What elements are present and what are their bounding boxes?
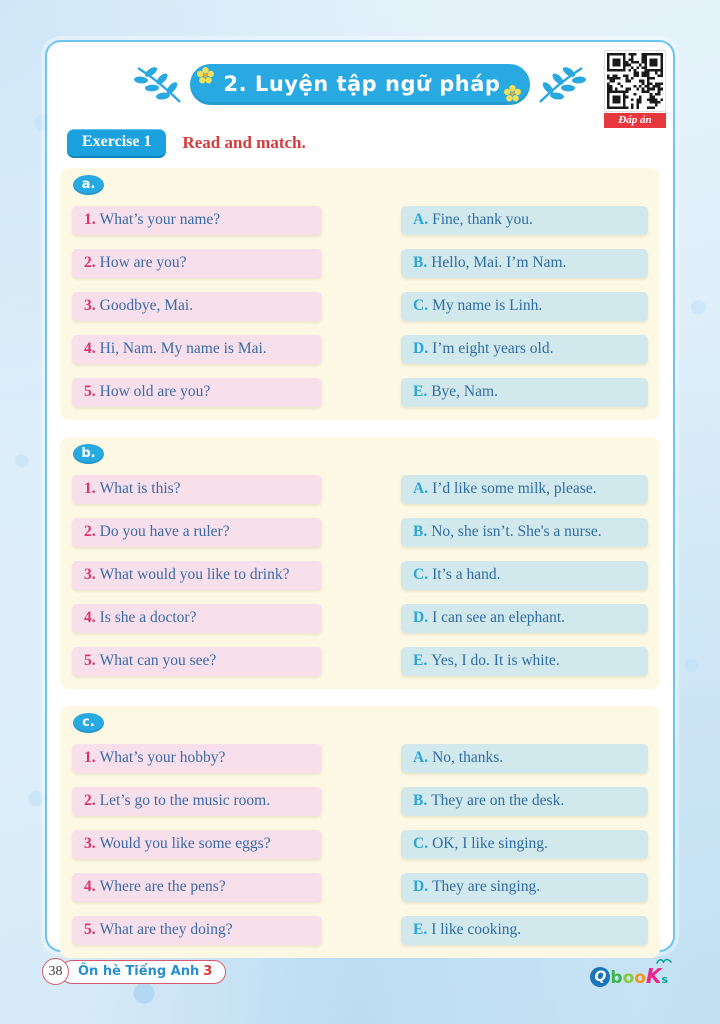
section-rows <box>70 206 650 407</box>
match-row <box>72 916 648 945</box>
question-text: What can you see? <box>99 652 217 669</box>
section-panel <box>60 706 660 958</box>
match-row <box>72 335 648 364</box>
question-text: Would you like some eggs? <box>99 835 271 852</box>
question-text: Do you have a ruler? <box>99 523 230 540</box>
qr-code-icon <box>604 50 666 112</box>
answer-item <box>401 647 648 676</box>
answer-letter: E. <box>413 652 428 669</box>
question-item <box>72 873 322 902</box>
answer-item <box>401 604 648 633</box>
question-text: What would you like to drink? <box>99 566 290 583</box>
question-item <box>72 475 322 504</box>
answer-text: Bye, Nam. <box>431 383 498 400</box>
question-item <box>72 206 322 235</box>
match-row <box>72 647 648 676</box>
question-item <box>72 249 322 278</box>
match-row <box>72 249 648 278</box>
section-rows <box>70 475 650 676</box>
answer-letter: D. <box>413 609 429 626</box>
question-text: Hi, Nam. My name is Mai. <box>99 340 267 357</box>
answer-item <box>401 249 648 278</box>
answer-letter: D. <box>413 340 429 357</box>
question-item <box>72 916 322 945</box>
match-row <box>72 292 648 321</box>
leaf-sprig-icon <box>536 61 586 107</box>
answer-text: They are on the desk. <box>431 792 565 809</box>
question-item <box>72 830 322 859</box>
answer-text: I’m eight years old. <box>432 340 554 357</box>
answer-text: No, thanks. <box>432 749 504 766</box>
answer-item <box>401 873 648 902</box>
question-item <box>72 378 322 407</box>
question-text: How are you? <box>99 254 187 271</box>
page-number: 38 <box>42 958 69 985</box>
question-item <box>72 744 322 773</box>
question-item <box>72 604 322 633</box>
question-number: 2. <box>84 523 96 540</box>
question-text: Where are the pens? <box>99 878 226 895</box>
answer-text: I like cooking. <box>431 921 522 938</box>
publisher-logo <box>590 964 668 988</box>
answer-item <box>401 475 648 504</box>
answer-item <box>401 744 648 773</box>
answer-text: Hello, Mai. I’m Nam. <box>431 254 567 271</box>
answer-text: My name is Linh. <box>432 297 543 314</box>
question-text: What are they doing? <box>99 921 233 938</box>
answer-item <box>401 206 648 235</box>
match-row <box>72 787 648 816</box>
answer-text: No, she isn’t. She's a nurse. <box>431 523 602 540</box>
question-number: 3. <box>84 566 96 583</box>
answer-letter: A. <box>413 480 429 497</box>
question-item <box>72 561 322 590</box>
answer-text: Fine, thank you. <box>432 211 533 228</box>
match-row <box>72 378 648 407</box>
answer-letter: C. <box>413 566 429 583</box>
question-text: Goodbye, Mai. <box>99 297 194 314</box>
question-text: Is she a doctor? <box>99 609 197 626</box>
question-number: 1. <box>84 749 96 766</box>
answer-item <box>401 292 648 321</box>
sections <box>60 168 660 958</box>
question-number: 3. <box>84 297 96 314</box>
section-panel <box>60 437 660 689</box>
answer-letter: A. <box>413 749 429 766</box>
question-text: Let’s go to the music room. <box>99 792 271 809</box>
answer-text: OK, I like singing. <box>432 835 548 852</box>
exercise-badge: Exercise 1 <box>67 129 166 156</box>
logo-letter: s <box>661 973 668 986</box>
match-row <box>72 475 648 504</box>
question-item <box>72 787 322 816</box>
answer-text: I can see an elephant. <box>432 609 566 626</box>
leaf-sprig-icon <box>134 61 184 107</box>
section-label: b. <box>73 444 104 464</box>
question-text: What is this? <box>99 480 181 497</box>
question-number: 5. <box>84 383 96 400</box>
answer-item <box>401 378 648 407</box>
logo-letter: K <box>645 964 662 988</box>
page-header <box>47 55 673 113</box>
exercise-header <box>67 129 673 156</box>
page-title-banner <box>190 64 531 105</box>
match-row <box>72 604 648 633</box>
book-title: Ôn hè Tiếng Anh <box>78 963 200 979</box>
answer-item <box>401 830 648 859</box>
answer-letter: B. <box>413 792 428 809</box>
answer-letter: A. <box>413 211 429 228</box>
answer-key-label: Đáp án <box>604 113 666 128</box>
answer-text: They are singing. <box>432 878 541 895</box>
question-number: 4. <box>84 609 96 626</box>
answer-text: Yes, I do. It is white. <box>431 652 560 669</box>
question-number: 5. <box>84 921 96 938</box>
question-number: 5. <box>84 652 96 669</box>
logo-letter: o <box>622 968 635 988</box>
match-row <box>72 206 648 235</box>
answer-letter: E. <box>413 921 428 938</box>
answer-letter: B. <box>413 254 428 271</box>
section-rows <box>70 744 650 945</box>
answer-letter: C. <box>413 835 429 852</box>
answer-letter: D. <box>413 878 429 895</box>
answer-item <box>401 518 648 547</box>
answer-letter: C. <box>413 297 429 314</box>
answer-text: It’s a hand. <box>432 566 501 583</box>
answer-item <box>401 335 648 364</box>
flower-icon <box>504 85 521 102</box>
logo-letter: Q <box>590 967 610 987</box>
answer-key-block <box>604 50 666 128</box>
answer-item <box>401 916 648 945</box>
question-number: 1. <box>84 480 96 497</box>
answer-letter: E. <box>413 383 428 400</box>
question-text: What’s your hobby? <box>99 749 226 766</box>
question-text: How old are you? <box>99 383 211 400</box>
question-item <box>72 518 322 547</box>
question-item <box>72 335 322 364</box>
book-grade: 3 <box>203 963 213 979</box>
bird-icon <box>656 956 672 965</box>
match-row <box>72 873 648 902</box>
match-row <box>72 561 648 590</box>
answer-letter: B. <box>413 523 428 540</box>
section-label: a. <box>73 175 104 195</box>
exercise-instruction: Read and match. <box>182 132 306 152</box>
question-item <box>72 647 322 676</box>
question-number: 1. <box>84 211 96 228</box>
question-text: What’s your name? <box>99 211 221 228</box>
section-label: c. <box>73 713 104 733</box>
section-panel <box>60 168 660 420</box>
logo-letter: b <box>610 968 623 988</box>
page-footer <box>42 958 680 988</box>
page-title: 2. Luyện tập ngữ pháp <box>223 71 501 96</box>
answer-item <box>401 787 648 816</box>
match-row <box>72 744 648 773</box>
question-number: 2. <box>84 792 96 809</box>
match-row <box>72 518 648 547</box>
question-number: 3. <box>84 835 96 852</box>
question-number: 2. <box>84 254 96 271</box>
worksheet-card <box>45 40 675 952</box>
match-row <box>72 830 648 859</box>
question-item <box>72 292 322 321</box>
book-title-pill <box>60 960 226 984</box>
answer-item <box>401 561 648 590</box>
question-number: 4. <box>84 340 96 357</box>
question-number: 4. <box>84 878 96 895</box>
flower-icon <box>197 67 214 84</box>
page-number-group <box>42 958 226 985</box>
logo-letter: o <box>634 968 646 988</box>
answer-text: I’d like some milk, please. <box>432 480 597 497</box>
